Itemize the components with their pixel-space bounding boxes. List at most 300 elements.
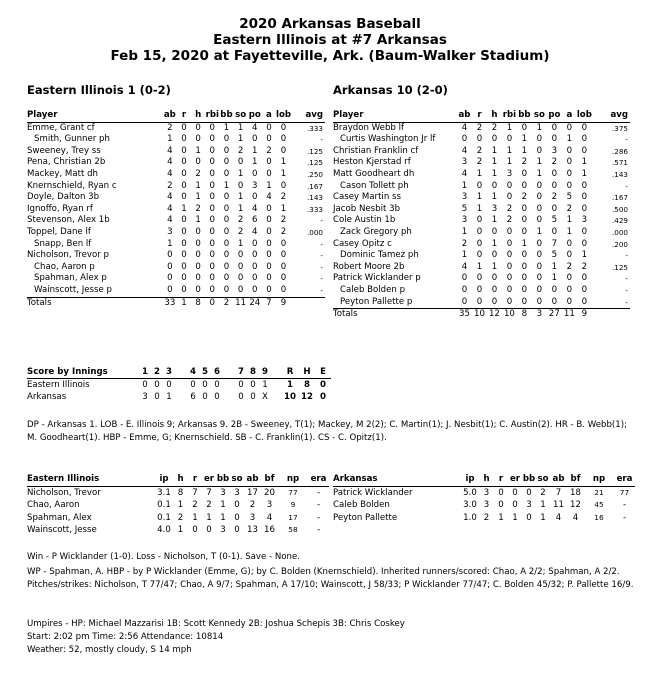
pitching-stat: 20 [264,487,275,498]
stat-cell: 4 [167,192,173,203]
pitching-stat: 4 [572,512,579,523]
inning-score: 0 [142,380,148,390]
stat-cell: 0 [209,157,216,168]
pitching-stat: 4.0 [157,525,171,535]
pitching-stat: 77 [288,487,298,497]
stat-cell: 0 [209,284,216,295]
stat-cell: 0 [167,284,173,295]
stat-cell: 0 [266,273,272,284]
inning-score: 0 [238,380,244,390]
batting-average: - [625,251,628,261]
stat-cell: 2 [566,203,573,214]
inning-score: 0 [154,392,160,402]
stat-cell: 2 [476,145,483,156]
stat-cell: 0 [195,226,201,237]
pitching-stat: 0 [526,512,532,523]
batting-average: .125 [306,158,323,168]
pitching-stat: 0 [512,500,518,510]
pitching-stat: 1 [206,512,212,523]
game-notes: DP - Arkansas 1. LOB - E. Illinois 9; Arkansas 9. 2B - Sweeney, T(1); Mackey, M 2(2); C. Martin(1); J. Nesbit(1); C. Austin(2). HR - B. Webb(1); M. Goodheart(1). HBP - Emme, G; Knernschield. SB - C. Franklin(1). CS - C. Opitz(1). [27,420,627,443]
rhe-value: 10 [284,392,296,402]
column-header: ip [461,473,479,486]
pitching-stat: 2 [483,512,490,523]
column-header: h [479,473,494,486]
stat-cell: 0 [581,192,588,203]
pitching-stat: 3 [483,500,490,510]
stat-cell: 0 [280,122,287,133]
player-name: Knernschield, Ryan c [27,180,117,191]
pitching-stat: 3 [234,487,240,498]
stat-cell: 1 [491,168,498,179]
stat-cell: 0 [506,296,513,307]
stat-cell: 0 [461,134,468,145]
player-name: Patrick Wicklander p [333,273,421,284]
rhe-value: 12 [301,392,313,402]
stat-cell: 0 [280,273,287,284]
stat-cell: 0 [476,215,483,226]
stat-cell: 2 [195,168,201,179]
stat-cell: 1 [280,168,287,179]
pitching-stat: 3 [220,525,226,535]
stat-cell: 1 [581,168,588,179]
pitching-stat: 16 [264,525,275,535]
column-header: bb [517,110,532,122]
pitching-stat: 2 [177,512,184,523]
stat-cell: 0 [252,250,258,261]
stat-cell: 0 [223,238,230,249]
pitching-stat: 7 [192,487,198,498]
total-cell: 8 [191,297,205,309]
batting-average: .125 [611,262,628,272]
linescore-team: Eastern Illinois [27,380,90,390]
player-name: Emme, Grant cf [27,122,95,133]
inning-score: 1 [262,380,268,390]
pitcher-row [27,486,329,499]
stat-cell: 0 [461,296,468,307]
stat-cell: 0 [252,261,258,272]
pitching-stat: 3 [266,500,273,510]
stat-cell: 1 [195,192,201,203]
stat-cell: 1 [252,145,258,156]
stat-cell: 1 [491,192,498,203]
player-name: Caleb Bolden p [340,284,406,295]
column-header: bb [219,110,233,122]
stat-cell: 0 [566,122,573,133]
stat-cell: 3 [506,168,513,179]
column-header: er [509,474,521,484]
stat-cell: 1 [491,261,498,272]
pitching-stat: 3 [483,487,490,498]
stat-cell: 0 [223,273,230,284]
pitching-notes: WP - Spahman, A. HBP - by P Wicklander (Emme, G); by C. Bolden (Knernschield). Inherited runners/scored: Chao, A 2/2; Spahman, A 2/2. Pitches/strikes: Nicholson, T 77/47; Chao, A 9/7; Spahman, A 17/10; Wainscott, J 58/33; P Wicklander 77/47; C. Bolden 45/32; P. Pallette 16/9. [27,567,634,590]
player-row [27,134,325,146]
stat-cell: 4 [461,168,468,179]
pitching-stat: 0 [234,525,240,535]
stat-cell: 2 [506,215,513,226]
stat-cell: 0 [536,134,543,145]
stat-cell: 0 [581,238,588,249]
stat-cell: 2 [551,157,558,168]
stat-cell: 0 [280,180,287,191]
stat-cell: 0 [536,192,543,203]
header-row [333,110,630,122]
stat-cell: 0 [551,284,558,295]
stat-cell: 1 [476,203,483,214]
total-cell: 24 [249,297,261,308]
player-name: Spahman, Alex p [34,273,107,284]
stat-cell: 0 [536,238,543,249]
pitching-stat: 2 [249,500,256,510]
batting-average: .500 [611,204,628,214]
pitching-header [333,473,635,486]
stat-cell: 2 [476,157,483,168]
stat-cell: 0 [195,157,201,168]
stat-cell: 0 [566,238,573,249]
pitching-stat: 17 [247,487,258,498]
stat-cell: 0 [181,238,187,249]
player-name: Wainscott, Jesse p [27,285,163,297]
pitching-stat: 7 [206,487,212,498]
era: - [316,525,321,535]
stat-cell: 0 [195,250,201,261]
pitching-team: Arkansas [333,473,461,486]
stat-cell: 0 [491,273,498,284]
stat-cell: 0 [506,180,513,191]
stat-cell: 0 [506,261,513,272]
player-name: Chao, Aaron p [34,261,95,272]
stat-cell: 0 [521,203,528,214]
inning-score: 0 [214,392,220,402]
stat-cell: 0 [252,238,258,249]
stat-cell: 0 [195,284,201,295]
inning-score: 6 [190,392,196,402]
stat-cell: 0 [581,145,588,156]
batting-average: - [625,285,628,295]
player-name: Cason Tollett ph [340,180,409,191]
stat-cell: 0 [551,134,558,145]
total-cell: 10 [502,309,517,321]
stat-cell: 0 [551,122,558,133]
stat-cell: 0 [209,168,216,179]
column-header: r [494,473,508,486]
stat-cell: 1 [195,215,201,226]
stat-cell: 0 [237,157,244,168]
away-team-header: Eastern Illinois 1 (0-2) [27,83,171,97]
stat-cell: 0 [223,134,230,145]
stat-cell: 1 [566,215,573,226]
inning-score: 0 [202,392,208,402]
stat-cell: 0 [521,168,528,179]
linescore-team: Arkansas [27,392,67,402]
stat-cell: 0 [266,238,272,249]
stat-cell: 0 [521,226,528,237]
stat-cell: 2 [506,203,513,214]
pitching-stat: 3.0 [463,500,477,510]
stat-cell: 0 [237,250,244,261]
linescore-row [27,391,331,403]
pitching-stat: 1 [192,512,198,523]
column-header: r [472,110,487,122]
stat-cell: 3 [491,203,498,214]
stat-cell: 0 [280,250,287,261]
stat-cell: 0 [209,145,216,156]
stat-cell: 0 [237,273,244,284]
batting-average: - [625,181,628,191]
stat-cell: 0 [551,203,558,214]
stat-cell: 0 [581,284,588,295]
pitching-stat: 4 [555,512,562,523]
away-pitching-table [27,473,329,537]
pitcher-row [333,499,635,512]
column-header: rbi [502,110,517,122]
stat-cell: 0 [252,273,258,284]
stat-cell: 0 [476,296,483,307]
stat-cell: 0 [209,203,216,214]
pitching-stat: 0 [234,500,240,510]
rhe-value: 0 [320,392,326,402]
stat-cell: 1 [506,145,513,156]
stat-cell: 0 [506,250,513,261]
inning-score: 0 [238,392,244,402]
stat-cell: 1 [491,215,498,226]
inning-score: 3 [142,392,148,402]
stat-cell: 0 [566,168,573,179]
pitching-stat: 77 [619,487,630,497]
player-row [333,215,630,227]
stat-cell: 1 [167,238,173,249]
pitching-stat: 11 [553,500,564,510]
stat-cell: 0 [521,284,528,295]
pitching-stat: 18 [570,487,581,498]
stat-cell: 4 [167,168,173,179]
stat-cell: 0 [237,284,244,295]
column-header: rbi [205,110,219,122]
stat-cell: 6 [252,215,258,226]
stat-cell: 0 [566,157,573,168]
batting-average: - [320,251,323,261]
stat-cell: 0 [181,226,187,237]
stat-cell: 0 [167,261,173,272]
pitching-stat: 1.0 [463,512,477,523]
stat-cell: 0 [280,238,287,249]
stat-cell: 1 [280,157,287,168]
player-name: Nicholson, Trevor p [27,250,109,261]
player-row [27,239,325,251]
stat-cell: 0 [521,273,528,284]
era: - [622,512,627,523]
inning-score: 0 [214,380,220,390]
stat-cell: 0 [223,203,230,214]
stat-cell: 0 [181,215,187,226]
stat-cell: 1 [521,134,528,145]
player-name: Sweeney, Trey ss [27,145,101,156]
stat-cell: 2 [237,215,244,226]
pitching-stat: 2 [206,500,212,510]
batting-average: - [625,135,628,145]
total-cell: 33 [164,297,176,308]
total-cell: 27 [547,309,562,321]
player-row [333,204,630,216]
stat-cell: 0 [476,273,483,284]
player-name: Braydon Webb lf [333,122,405,133]
batting-average: .286 [611,146,628,156]
column-header: po [248,110,262,122]
player-row [27,122,325,134]
rhe-header: R [281,366,299,379]
stat-cell: 0 [181,180,187,191]
stat-cell: 1 [237,168,244,179]
stat-cell: 0 [521,250,528,261]
column-header: Player [333,110,457,122]
pitching-stat: 9 [290,500,296,509]
batting-average: - [320,285,323,295]
player-name: Heston Kjerstad rf [333,157,411,168]
batting-average: .375 [611,123,628,133]
stat-cell: 1 [566,134,573,145]
total-cell: 1 [177,297,191,309]
stat-cell: 0 [506,192,513,203]
pitching-stat: 0 [512,487,518,498]
inning-score: 0 [166,380,172,390]
stat-cell: 0 [209,215,216,226]
player-row [27,227,325,239]
stat-cell: 0 [521,180,528,191]
stat-cell: 4 [252,203,258,214]
batting-average: - [320,216,323,226]
stat-cell: 1 [461,226,468,237]
player-row [333,250,630,262]
total-cell: 8 [517,309,532,321]
stat-cell: 0 [266,157,272,168]
stat-cell: 0 [252,168,258,179]
stat-cell: 1 [521,145,528,156]
player-name: Pena, Christian 2b [27,157,106,168]
stat-cell: 0 [181,134,187,145]
player-name: Smith, Gunner ph [34,134,110,145]
decisions: Win - P Wicklander (1-0). Loss - Nicholson, T (0-1). Save - None. [27,552,301,562]
stat-cell: 0 [581,180,588,191]
stat-cell: 0 [536,273,543,284]
pitching-stat: 17 [288,512,298,522]
pitcher-name: Wainscott, Jesse [27,525,97,535]
column-header: lob [276,110,291,122]
stat-cell: 1 [181,203,187,214]
stat-cell: 0 [266,215,272,226]
stat-cell: 0 [536,261,543,272]
stat-cell: 0 [521,122,528,133]
player-name: Matt Goodheart dh [333,168,415,179]
batting-average: .143 [306,193,323,203]
stat-cell: 0 [551,296,558,307]
stat-cell: 0 [506,273,513,284]
stat-cell: 0 [266,203,272,214]
stat-cell: 1 [167,134,173,145]
stat-cell: 1 [581,157,588,168]
pitching-stat: 2 [540,487,546,498]
stat-cell: 0 [551,168,558,179]
player-row [27,146,325,158]
inning-number: 6 [211,366,223,379]
stat-cell: 1 [223,180,230,191]
inning-number: 5 [199,366,211,379]
column-header: era [614,473,635,486]
header-row [27,110,325,122]
pitching-stat: 1 [512,512,518,523]
player-row [333,262,630,274]
stat-cell: 1 [237,203,244,214]
stat-cell: 0 [506,238,513,249]
player-row [27,157,325,169]
stat-cell: 2 [491,122,498,133]
batting-average: .000 [306,227,323,237]
stat-cell: 1 [237,238,244,249]
pitching-stat: 0 [206,525,212,535]
pitching-stat: 0 [192,525,198,535]
stat-cell: 3 [461,157,468,168]
player-name: Peyton Pallette p [333,297,457,309]
player-name: Christian Franklin cf [333,145,419,156]
stat-cell: 3 [581,215,588,226]
stat-cell: 2 [237,145,244,156]
stat-cell: 4 [461,145,468,156]
stat-cell: 1 [566,226,573,237]
stat-cell: 0 [491,226,498,237]
stat-cell: 0 [476,238,483,249]
era: - [622,500,627,510]
stat-cell: 2 [476,122,483,133]
column-header: lob [577,110,592,122]
column-header: bb [522,474,536,484]
batting-average: .000 [611,227,628,237]
batting-average: .167 [306,181,323,191]
stat-cell: 0 [506,226,513,237]
column-header: bb [216,474,230,484]
stat-cell: 4 [167,157,173,168]
stat-cell: 0 [223,157,230,168]
pitching-stat: 2 [192,500,198,510]
pitching-stat: 1 [177,525,184,535]
stat-cell: 0 [461,284,468,295]
stat-cell: 3 [461,192,468,203]
column-header: a [562,110,577,122]
stat-cell: 0 [536,250,543,261]
column-header: h [173,473,188,486]
stat-cell: 0 [476,180,483,191]
stat-cell: 0 [566,296,573,307]
pitching-stat: 1 [220,512,226,523]
pitching-stat: 0 [526,487,532,498]
start-time: Start: 2:02 pm Time: 2:56 Attendance: 10814 [27,632,224,642]
stat-cell: 0 [195,261,201,272]
stat-cell: 1 [491,238,498,249]
player-name: Ignoffo, Ryan rf [27,203,93,214]
pitching-stat: 0 [498,500,504,510]
stat-cell: 0 [506,134,513,145]
stat-cell: 0 [280,134,287,145]
stat-cell: 2 [280,192,287,203]
batting-average: .200 [611,239,628,249]
pitcher-row [333,512,635,525]
batting-average: .333 [306,123,323,133]
stat-cell: 0 [581,122,588,133]
batting-average: - [320,274,323,284]
stat-cell: 0 [536,180,543,191]
title-line: Feb 15, 2020 at Fayetteville, Ark. (Baum-Walker Stadium) [110,48,550,64]
home-pitching-table [333,473,635,524]
home-batting-table [333,110,630,321]
inning-number: 7 [235,366,247,379]
player-name: Doyle, Dalton 3b [27,192,100,203]
